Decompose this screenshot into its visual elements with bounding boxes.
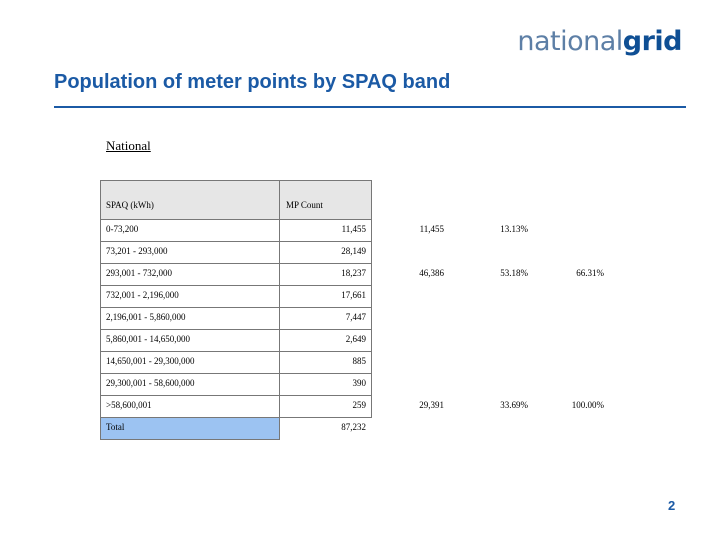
- logo-text-national: national: [517, 26, 623, 57]
- logo-text-grid: grid: [622, 26, 682, 57]
- band-label: 293,001 - 732,000: [106, 268, 172, 278]
- count-value: 259: [352, 400, 366, 410]
- count-value: 17,661: [341, 290, 366, 300]
- band-label: 0-73,200: [106, 224, 139, 234]
- band-label: 5,860,001 - 14,650,000: [106, 334, 190, 344]
- band-label: 29,300,001 - 58,600,000: [106, 378, 195, 388]
- page-number: 2: [668, 498, 676, 513]
- page-title: Population of meter points by SPAQ band: [54, 71, 451, 93]
- group-cumulative: 66.31%: [576, 268, 604, 278]
- title-divider: [54, 106, 686, 108]
- group-subtotal: 46,386: [419, 268, 444, 278]
- header-separator: [279, 180, 280, 220]
- count-value: 7,447: [345, 312, 366, 322]
- group-percent: 33.69%: [500, 400, 528, 410]
- header-mp-count: MP Count: [286, 200, 323, 210]
- band-label: 2,196,001 - 5,860,000: [106, 312, 186, 322]
- group-percent: 13.13%: [500, 224, 528, 234]
- count-value: 885: [352, 356, 366, 366]
- band-label: 14,650,001 - 29,300,000: [106, 356, 195, 366]
- band-label: >58,600,001: [106, 400, 152, 410]
- group-subtotal: 11,455: [419, 224, 444, 234]
- count-value: 2,649: [345, 334, 366, 344]
- total-cell: [100, 418, 280, 440]
- count-value: 390: [352, 378, 366, 388]
- header-spaq: SPAQ (kWh): [106, 200, 154, 210]
- group-cumulative: 100.00%: [571, 400, 604, 410]
- group-subtotal: 29,391: [419, 400, 444, 410]
- national-grid-logo: [517, 26, 682, 57]
- band-label: 73,201 - 293,000: [106, 246, 168, 256]
- count-value: 18,237: [341, 268, 366, 278]
- total-value: 87,232: [341, 422, 366, 432]
- total-label: Total: [106, 422, 125, 432]
- band-label: 732,001 - 2,196,000: [106, 290, 179, 300]
- group-percent: 53.18%: [500, 268, 528, 278]
- count-value: 28,149: [341, 246, 366, 256]
- section-label: National: [106, 138, 151, 153]
- count-value: 11,455: [341, 224, 366, 234]
